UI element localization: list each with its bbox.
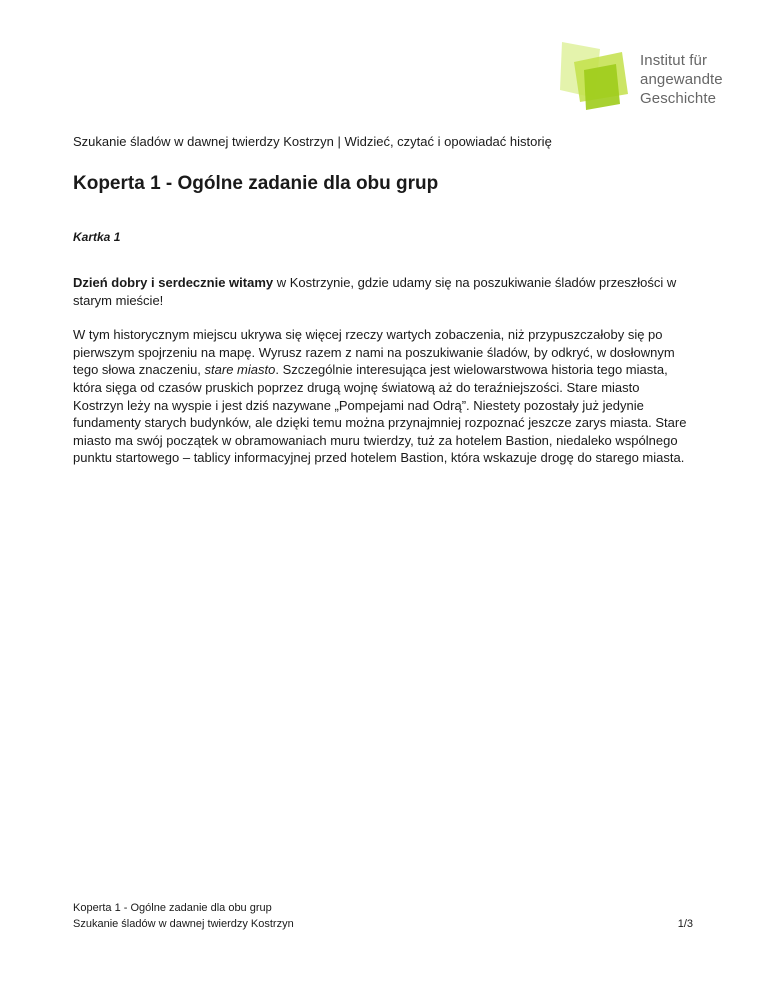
logo-mark-icon	[560, 40, 640, 120]
logo-text	[640, 51, 723, 108]
main-paragraph	[73, 326, 693, 467]
intro-bold-text: Dzień dobry i serdecznie witamy	[73, 275, 274, 290]
card-label: Kartka 1	[73, 230, 121, 244]
document-subtitle: Szukanie śladów w dawnej twierdzy Kostrzyn | Widzieć, czytać i opowiadać historię	[73, 134, 552, 149]
main-text-part-1: W tym historycznym miejscu ukrywa się więcej rzeczy wartych zobaczenia, niż przypuszczałoby się po pierwszym spojrzeniu na mapę. Wyrusz razem z nami na poszukiwanie śladów, by odkryć, w dosłownym tego słowa znaczeniu,	[73, 327, 675, 378]
footer-line-2: Szukanie śladów w dawnej twierdzy Kostrzyn	[73, 918, 294, 930]
page-number: 1/3	[677, 918, 693, 930]
institute-logo	[560, 40, 740, 120]
document-body	[73, 133, 693, 467]
intro-paragraph	[73, 274, 693, 309]
logo-square-dark	[584, 64, 620, 110]
intro-text: w Kostrzynie, gdzie udamy się na poszukiwanie śladów przeszłości w starym mieście!	[73, 275, 677, 308]
footer-line-1: Koperta 1 - Ogólne zadanie dla obu grup	[73, 902, 272, 914]
logo-line-3: Geschichte	[640, 90, 717, 107]
logo-line-1: Institut für	[640, 52, 708, 69]
page-footer	[73, 900, 693, 932]
main-italic-text: stare miasto	[204, 362, 276, 378]
main-text-part-2: . Szczególnie interesująca jest wielowarstwowa historia tego miasta, która sięga od czasów pruskich poprzez drugą wojnę światową aż do teraźniejszości. Stare miasto Kostrzyn leży na wyspie i jest dziś nazywane „Pompejami nad Odrą”. Niestety pozostały już jedynie fundamenty starych budynków, ale dzięki temu można przynajmniej rozpoznać jeszcze zarys miasta. Stare miasto ma swój początek w obramowaniach muru twierdzy, tuż za hotelem Bastion, niedaleko wspólnego punktu startowego – tablicy informacyjnej przed hotelem Bastion, która wskazuje drogę do starego miasta.	[73, 362, 687, 466]
document-title: Koperta 1 - Ogólne zadanie dla obu grup	[73, 173, 439, 194]
logo-line-2: angewandte	[640, 71, 723, 88]
